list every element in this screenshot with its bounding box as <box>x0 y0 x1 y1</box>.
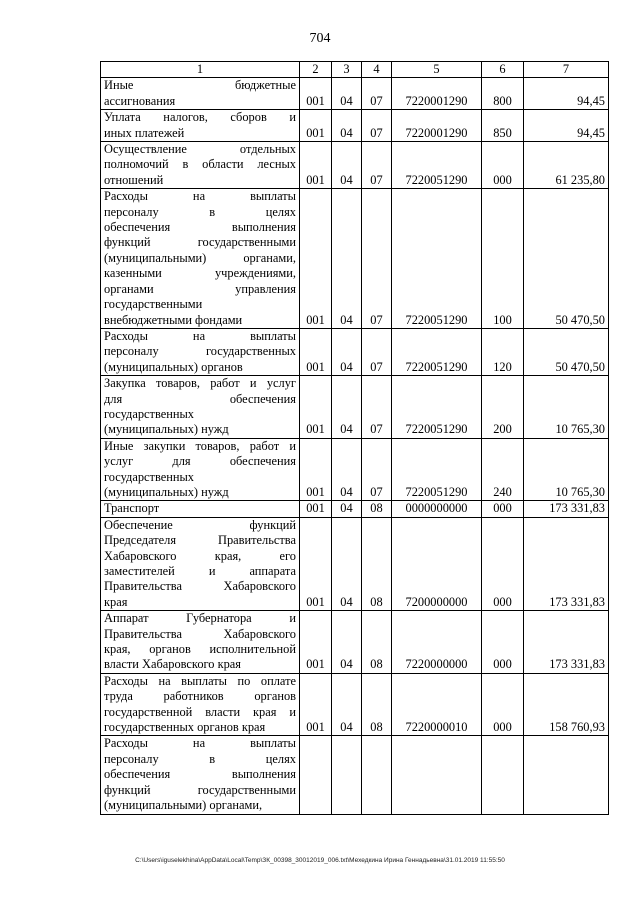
table-row <box>101 611 609 674</box>
row-name-line: государственных органов края <box>104 720 266 735</box>
row-amount-cell <box>524 736 609 814</box>
row-name-line: государственной власти края и <box>104 704 296 719</box>
row-section-cell: 04 <box>332 328 362 375</box>
row-name-line: Закупка товаров, работ и услуг <box>104 376 296 391</box>
row-expense-type-cell: 000 <box>482 142 524 189</box>
header-cell: 1 <box>101 62 300 78</box>
row-ministry-cell: 001 <box>300 78 332 110</box>
row-expense-type-cell: 000 <box>482 501 524 517</box>
row-subsection-cell <box>362 736 392 814</box>
row-subsection-cell: 07 <box>362 189 392 329</box>
row-section-cell: 04 <box>332 673 362 736</box>
row-amount-cell: 173 331,83 <box>524 517 609 610</box>
row-name-line: ассигнования <box>104 93 176 108</box>
header-cell: 2 <box>300 62 332 78</box>
row-expense-type-cell: 850 <box>482 110 524 142</box>
row-target-article-cell: 7220001290 <box>392 78 482 110</box>
header-cell: 7 <box>524 62 609 78</box>
row-name-line: Транспорт <box>104 501 160 516</box>
row-name-cell <box>101 376 300 439</box>
row-name-line: Расходы на выплаты по оплате <box>104 673 296 688</box>
row-ministry-cell: 001 <box>300 438 332 501</box>
row-name-line: Расходы на выплаты <box>104 189 296 204</box>
row-expense-type-cell: 800 <box>482 78 524 110</box>
row-name-line: функций государственными <box>104 782 296 797</box>
row-name-line: Расходы на выплаты <box>104 328 296 343</box>
row-ministry-cell <box>300 736 332 814</box>
row-expense-type-cell <box>482 736 524 814</box>
row-section-cell: 04 <box>332 501 362 517</box>
row-name-cell <box>101 189 300 329</box>
header-row <box>101 62 609 78</box>
row-name-line: (муниципальными) органами, <box>104 798 263 813</box>
row-target-article-cell: 7220051290 <box>392 438 482 501</box>
table-row <box>101 110 609 142</box>
row-ministry-cell: 001 <box>300 189 332 329</box>
table-row <box>101 673 609 736</box>
row-section-cell: 04 <box>332 142 362 189</box>
row-name-line: Председателя Правительства <box>104 533 296 548</box>
row-amount-cell: 173 331,83 <box>524 611 609 674</box>
row-section-cell: 04 <box>332 517 362 610</box>
row-name-cell <box>101 110 300 142</box>
file-path-footer: C:\Users\iguselekhina\AppData\Local\Temp\ЗК_00398_30012019_006.txt\Мехедкина Ирина Геннадьевна\31.01.2019 11:55:50 <box>135 857 505 864</box>
row-amount-cell: 50 470,50 <box>524 328 609 375</box>
row-section-cell: 04 <box>332 611 362 674</box>
header-cell: 6 <box>482 62 524 78</box>
row-name-line: Правительства Хабаровского <box>104 626 296 641</box>
row-subsection-cell: 08 <box>362 501 392 517</box>
row-expense-type-cell: 000 <box>482 673 524 736</box>
row-ministry-cell: 001 <box>300 517 332 610</box>
row-name-line: (муниципальных) нужд <box>104 422 229 437</box>
table-row <box>101 376 609 439</box>
table-row <box>101 438 609 501</box>
row-name-line: заместителей и аппарата <box>104 564 296 578</box>
row-subsection-cell: 07 <box>362 438 392 501</box>
row-subsection-cell: 07 <box>362 142 392 189</box>
row-subsection-cell: 08 <box>362 517 392 610</box>
row-name-line: края <box>104 594 128 609</box>
row-name-line: (муниципальных) нужд <box>104 484 229 499</box>
row-name-cell <box>101 78 300 110</box>
row-amount-cell: 173 331,83 <box>524 501 609 517</box>
header-cell: 4 <box>362 62 392 78</box>
table-row <box>101 189 609 329</box>
row-amount-cell: 50 470,50 <box>524 189 609 329</box>
table-row <box>101 328 609 375</box>
row-name-cell <box>101 142 300 189</box>
row-ministry-cell: 001 <box>300 673 332 736</box>
row-name-line: внебюджетными фондами <box>104 312 243 327</box>
row-expense-type-cell: 120 <box>482 328 524 375</box>
row-name-cell <box>101 611 300 674</box>
row-target-article-cell: 7220051290 <box>392 142 482 189</box>
row-subsection-cell: 08 <box>362 611 392 674</box>
row-name-cell <box>101 673 300 736</box>
row-target-article-cell: 7200000000 <box>392 517 482 610</box>
row-name-line: для обеспечения <box>104 391 296 406</box>
row-name-line: функций государственными <box>104 235 296 250</box>
header-cell: 3 <box>332 62 362 78</box>
row-expense-type-cell: 200 <box>482 376 524 439</box>
row-target-article-cell: 7220000000 <box>392 611 482 674</box>
row-expense-type-cell: 000 <box>482 611 524 674</box>
row-amount-cell: 10 765,30 <box>524 376 609 439</box>
row-name-line: Обеспечение функций <box>104 517 296 532</box>
row-name-line: власти Хабаровского края <box>104 657 241 672</box>
row-subsection-cell: 07 <box>362 328 392 375</box>
row-section-cell: 04 <box>332 438 362 501</box>
row-name-line: полномочий в области лесных <box>104 157 296 172</box>
row-name-line: Иные бюджетные <box>104 78 296 93</box>
row-name-line: государственных <box>104 406 195 421</box>
row-section-cell: 04 <box>332 189 362 329</box>
row-name-line: обеспечения выполнения <box>104 220 296 235</box>
row-amount-cell: 10 765,30 <box>524 438 609 501</box>
page-number: 704 <box>309 31 331 46</box>
row-section-cell <box>332 736 362 814</box>
row-name-line: персоналу государственных <box>104 344 296 359</box>
row-name-line: Иные закупки товаров, работ и <box>104 438 296 453</box>
row-ministry-cell: 001 <box>300 376 332 439</box>
budget-table <box>100 61 609 815</box>
table-row <box>101 736 609 814</box>
row-section-cell: 04 <box>332 376 362 439</box>
row-target-article-cell: 7220000010 <box>392 673 482 736</box>
row-amount-cell: 94,45 <box>524 110 609 142</box>
header-cell: 5 <box>392 62 482 78</box>
row-name-line: края, органов исполнительной <box>104 642 296 657</box>
row-name-line: казенными учреждениями, <box>104 266 296 281</box>
row-amount-cell: 158 760,93 <box>524 673 609 736</box>
row-name-line: государственных <box>104 469 195 484</box>
row-name-line: Расходы на выплаты <box>104 736 296 751</box>
row-name-line: Уплата налогов, сборов и <box>104 110 296 125</box>
row-section-cell: 04 <box>332 78 362 110</box>
row-subsection-cell: 08 <box>362 673 392 736</box>
row-amount-cell: 61 235,80 <box>524 142 609 189</box>
row-name-cell <box>101 736 300 814</box>
row-ministry-cell: 001 <box>300 328 332 375</box>
row-target-article-cell: 7220001290 <box>392 110 482 142</box>
row-ministry-cell: 001 <box>300 142 332 189</box>
row-target-article-cell: 0000000000 <box>392 501 482 517</box>
row-name-line: персоналу в целях <box>104 751 296 766</box>
row-target-article-cell <box>392 736 482 814</box>
row-name-line: Правительства Хабаровского <box>104 579 296 594</box>
row-name-cell <box>101 517 300 610</box>
row-subsection-cell: 07 <box>362 376 392 439</box>
row-name-line: органами управления <box>104 281 296 296</box>
table-row <box>101 501 609 517</box>
row-target-article-cell: 7220051290 <box>392 189 482 329</box>
row-name-line: труда работников органов <box>104 689 296 704</box>
row-name-cell <box>101 438 300 501</box>
row-ministry-cell: 001 <box>300 110 332 142</box>
table-row <box>101 142 609 189</box>
row-name-line: государственными <box>104 297 203 312</box>
table-row <box>101 517 609 610</box>
row-name-line: персоналу в целях <box>104 204 296 219</box>
row-expense-type-cell: 000 <box>482 517 524 610</box>
row-name-line: Аппарат Губернатора и <box>104 611 296 626</box>
row-name-line: (муниципальных) органов <box>104 359 243 374</box>
table-row <box>101 78 609 110</box>
row-name-cell <box>101 501 300 517</box>
row-name-line: услуг для обеспечения <box>104 454 296 469</box>
row-name-line: Осуществление отдельных <box>104 142 296 157</box>
row-ministry-cell: 001 <box>300 611 332 674</box>
row-name-line: обеспечения выполнения <box>104 767 296 782</box>
row-target-article-cell: 7220051290 <box>392 328 482 375</box>
row-name-cell <box>101 328 300 375</box>
row-expense-type-cell: 240 <box>482 438 524 501</box>
row-expense-type-cell: 100 <box>482 189 524 329</box>
row-amount-cell: 94,45 <box>524 78 609 110</box>
row-name-line: иных платежей <box>104 125 185 140</box>
row-target-article-cell: 7220051290 <box>392 376 482 439</box>
row-subsection-cell: 07 <box>362 110 392 142</box>
row-subsection-cell: 07 <box>362 78 392 110</box>
row-ministry-cell: 001 <box>300 501 332 517</box>
row-section-cell: 04 <box>332 110 362 142</box>
row-name-line: (муниципальными) органами, <box>104 250 296 265</box>
row-name-line: Хабаровского края, его <box>104 548 296 563</box>
row-name-line: отношений <box>104 172 164 187</box>
